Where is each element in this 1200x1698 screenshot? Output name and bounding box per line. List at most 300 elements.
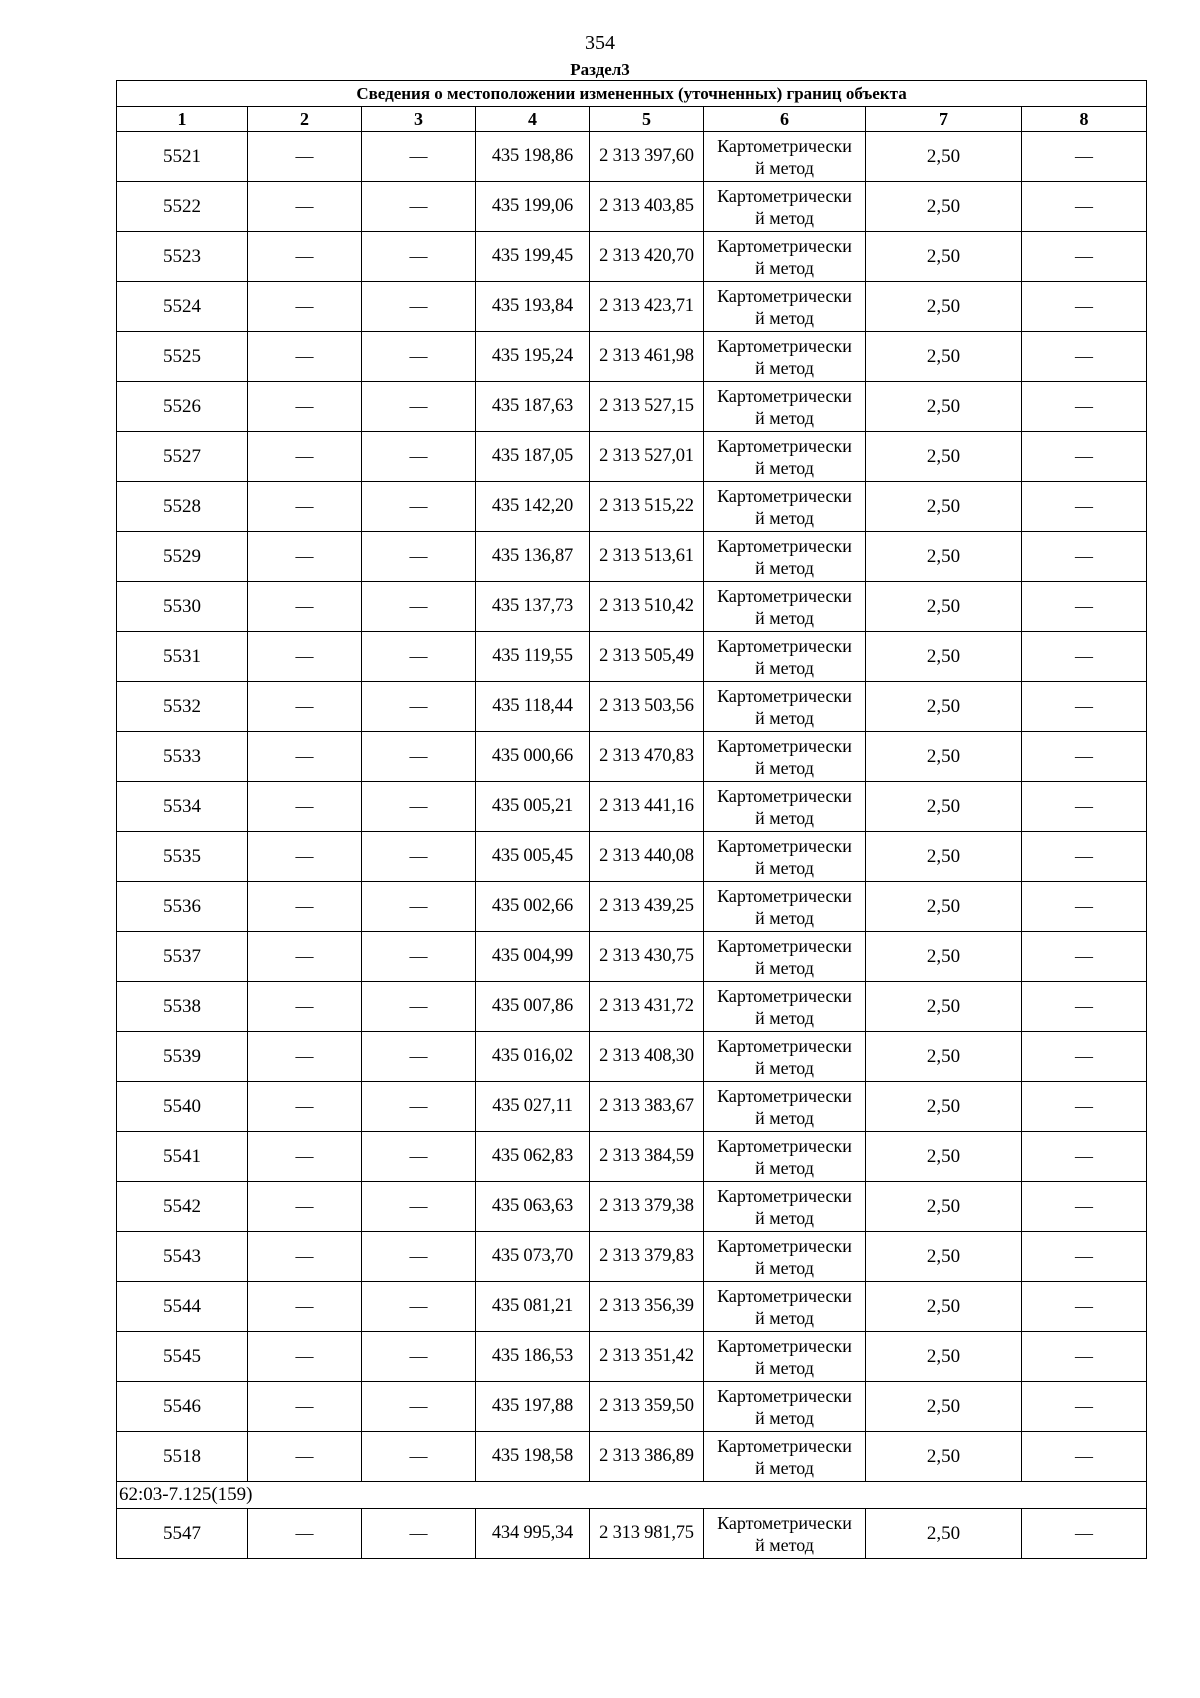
method-cell [704, 332, 866, 382]
column-header: 4 [476, 107, 590, 132]
method-text-line-2: й метод [755, 407, 814, 428]
y-coordinate-cell: 2 313 383,67 [590, 1082, 704, 1132]
column-3-cell: — [362, 232, 476, 282]
method-cell [704, 1382, 866, 1432]
section-title: Раздел3 [570, 60, 630, 79]
method-text-line-2: й метод [755, 1107, 814, 1128]
method-text-line-1: Картометрически [717, 585, 852, 606]
accuracy-cell: 2,50 [866, 832, 1022, 882]
method-text-line-1: Картометрически [717, 435, 852, 456]
method-text-line-2: й метод [755, 257, 814, 278]
method-text-line-2: й метод [755, 1057, 814, 1078]
y-coordinate-cell: 2 313 503,56 [590, 682, 704, 732]
page-number: 354 [585, 32, 615, 54]
column-8-cell: — [1022, 682, 1147, 732]
column-2-cell: — [248, 182, 362, 232]
x-coordinate-cell: 435 005,21 [476, 782, 590, 832]
x-coordinate-cell: 435 136,87 [476, 532, 590, 582]
y-coordinate-cell: 2 313 981,75 [590, 1509, 704, 1559]
column-3-cell: — [362, 332, 476, 382]
x-coordinate-cell: 435 016,02 [476, 1032, 590, 1082]
point-number-cell: 5546 [117, 1382, 248, 1432]
method-text-line-2: й метод [755, 1307, 814, 1328]
accuracy-cell: 2,50 [866, 432, 1022, 482]
method-cell [704, 782, 866, 832]
column-8-cell: — [1022, 1232, 1147, 1282]
table-row [117, 1432, 1147, 1482]
column-2-cell: — [248, 282, 362, 332]
point-number-cell: 5534 [117, 782, 248, 832]
table-row [117, 332, 1147, 382]
method-cell [704, 1432, 866, 1482]
method-text-line-2: й метод [755, 857, 814, 878]
accuracy-cell: 2,50 [866, 282, 1022, 332]
accuracy-cell: 2,50 [866, 732, 1022, 782]
accuracy-cell: 2,50 [866, 232, 1022, 282]
column-8-cell: — [1022, 782, 1147, 832]
method-cell [704, 382, 866, 432]
point-number-cell: 5527 [117, 432, 248, 482]
method-cell [704, 1232, 866, 1282]
column-2-cell: — [248, 1432, 362, 1482]
method-text-line-2: й метод [755, 1357, 814, 1378]
accuracy-cell: 2,50 [866, 682, 1022, 732]
method-text-line-2: й метод [755, 207, 814, 228]
method-text-line-1: Картометрически [717, 235, 852, 256]
table-row [117, 932, 1147, 982]
method-cell [704, 282, 866, 332]
point-number-cell: 5532 [117, 682, 248, 732]
accuracy-cell: 2,50 [866, 482, 1022, 532]
point-number-cell: 5544 [117, 1282, 248, 1332]
column-header: 7 [866, 107, 1022, 132]
column-8-cell: — [1022, 532, 1147, 582]
table-row [117, 232, 1147, 282]
method-text-line-1: Картометрически [717, 735, 852, 756]
method-text-line-2: й метод [755, 1157, 814, 1178]
method-text-line-2: й метод [755, 1207, 814, 1228]
x-coordinate-cell: 435 199,45 [476, 232, 590, 282]
method-text-line-2: й метод [755, 1457, 814, 1478]
method-text-line-2: й метод [755, 557, 814, 578]
method-text-line-2: й метод [755, 807, 814, 828]
column-3-cell: — [362, 1509, 476, 1559]
method-text-line-1: Картометрически [717, 1185, 852, 1206]
column-8-cell: — [1022, 1332, 1147, 1382]
table-row [117, 1282, 1147, 1332]
method-text-line-2: й метод [755, 1534, 814, 1555]
accuracy-cell: 2,50 [866, 532, 1022, 582]
column-2-cell: — [248, 582, 362, 632]
column-8-cell: — [1022, 1182, 1147, 1232]
accuracy-cell: 2,50 [866, 1182, 1022, 1232]
table-caption: Сведения о местоположении измененных (уточненных) границ объекта [117, 81, 1147, 107]
point-number-cell: 5536 [117, 882, 248, 932]
method-text-line-1: Картометрически [717, 285, 852, 306]
column-8-cell: — [1022, 732, 1147, 782]
method-text-line-2: й метод [755, 707, 814, 728]
accuracy-cell: 2,50 [866, 632, 1022, 682]
x-coordinate-cell: 434 995,34 [476, 1509, 590, 1559]
column-8-cell: — [1022, 832, 1147, 882]
method-cell [704, 632, 866, 682]
column-3-cell: — [362, 1332, 476, 1382]
method-cell [704, 982, 866, 1032]
method-text-line-1: Картометрически [717, 335, 852, 356]
x-coordinate-cell: 435 198,86 [476, 132, 590, 182]
table-row [117, 582, 1147, 632]
column-2-cell: — [248, 632, 362, 682]
column-2-cell: — [248, 432, 362, 482]
column-8-cell: — [1022, 982, 1147, 1032]
column-8-cell: — [1022, 632, 1147, 682]
column-3-cell: — [362, 482, 476, 532]
column-2-cell: — [248, 1182, 362, 1232]
method-text-line-1: Картометрически [717, 985, 852, 1006]
method-text-line-1: Картометрически [717, 535, 852, 556]
method-text-line-2: й метод [755, 957, 814, 978]
point-number-cell: 5523 [117, 232, 248, 282]
method-text-line-1: Картометрически [717, 835, 852, 856]
parcel-label: 62:03-7.125(159) [117, 1482, 1147, 1509]
point-number-cell: 5528 [117, 482, 248, 532]
method-text-line-1: Картометрически [717, 935, 852, 956]
accuracy-cell: 2,50 [866, 1232, 1022, 1282]
method-text-line-1: Картометрически [717, 685, 852, 706]
y-coordinate-cell: 2 313 356,39 [590, 1282, 704, 1332]
column-3-cell: — [362, 1032, 476, 1082]
x-coordinate-cell: 435 062,83 [476, 1132, 590, 1182]
method-text-line-2: й метод [755, 307, 814, 328]
method-text-line-1: Картометрически [717, 1085, 852, 1106]
accuracy-cell: 2,50 [866, 182, 1022, 232]
x-coordinate-cell: 435 137,73 [476, 582, 590, 632]
column-3-cell: — [362, 782, 476, 832]
point-number-cell: 5533 [117, 732, 248, 782]
table-row [117, 1232, 1147, 1282]
point-number-cell: 5521 [117, 132, 248, 182]
y-coordinate-cell: 2 313 359,50 [590, 1382, 704, 1432]
x-coordinate-cell: 435 002,66 [476, 882, 590, 932]
method-text-line-1: Картометрически [717, 1512, 852, 1533]
column-2-cell: — [248, 882, 362, 932]
column-8-cell: — [1022, 282, 1147, 332]
method-text-line-2: й метод [755, 457, 814, 478]
column-2-cell: — [248, 1032, 362, 1082]
method-text-line-2: й метод [755, 1257, 814, 1278]
column-8-cell: — [1022, 232, 1147, 282]
table-row [117, 732, 1147, 782]
column-8-cell: — [1022, 1282, 1147, 1332]
y-coordinate-cell: 2 313 440,08 [590, 832, 704, 882]
column-3-cell: — [362, 1432, 476, 1482]
table-row [117, 982, 1147, 1032]
method-text-line-1: Картометрически [717, 1385, 852, 1406]
point-number-cell: 5524 [117, 282, 248, 332]
accuracy-cell: 2,50 [866, 582, 1022, 632]
column-2-cell: — [248, 932, 362, 982]
table-row [117, 682, 1147, 732]
column-2-cell: — [248, 1232, 362, 1282]
table-row [117, 182, 1147, 232]
y-coordinate-cell: 2 313 527,01 [590, 432, 704, 482]
column-8-cell: — [1022, 1382, 1147, 1432]
column-3-cell: — [362, 1232, 476, 1282]
point-number-cell: 5542 [117, 1182, 248, 1232]
method-text-line-2: й метод [755, 157, 814, 178]
method-text-line-1: Картометрически [717, 135, 852, 156]
y-coordinate-cell: 2 313 403,85 [590, 182, 704, 232]
accuracy-cell: 2,50 [866, 1432, 1022, 1482]
column-2-cell: — [248, 482, 362, 532]
accuracy-cell: 2,50 [866, 1332, 1022, 1382]
y-coordinate-cell: 2 313 386,89 [590, 1432, 704, 1482]
accuracy-cell: 2,50 [866, 382, 1022, 432]
accuracy-cell: 2,50 [866, 782, 1022, 832]
point-number-cell: 5531 [117, 632, 248, 682]
table-row [117, 1082, 1147, 1132]
y-coordinate-cell: 2 313 505,49 [590, 632, 704, 682]
method-text-line-2: й метод [755, 1407, 814, 1428]
method-cell [704, 1509, 866, 1559]
column-8-cell: — [1022, 1082, 1147, 1132]
method-cell [704, 132, 866, 182]
x-coordinate-cell: 435 199,06 [476, 182, 590, 232]
point-number-cell: 5541 [117, 1132, 248, 1182]
point-number-cell: 5522 [117, 182, 248, 232]
y-coordinate-cell: 2 313 527,15 [590, 382, 704, 432]
method-text-line-2: й метод [755, 507, 814, 528]
table-row [117, 482, 1147, 532]
method-cell [704, 1282, 866, 1332]
method-text-line-1: Картометрически [717, 1335, 852, 1356]
method-cell [704, 682, 866, 732]
point-number-cell: 5538 [117, 982, 248, 1032]
method-text-line-1: Картометрически [717, 1135, 852, 1156]
method-cell [704, 182, 866, 232]
column-8-cell: — [1022, 382, 1147, 432]
y-coordinate-cell: 2 313 515,22 [590, 482, 704, 532]
y-coordinate-cell: 2 313 423,71 [590, 282, 704, 332]
column-2-cell: — [248, 1082, 362, 1132]
accuracy-cell: 2,50 [866, 982, 1022, 1032]
table-row [117, 132, 1147, 182]
y-coordinate-cell: 2 313 351,42 [590, 1332, 704, 1382]
column-3-cell: — [362, 832, 476, 882]
y-coordinate-cell: 2 313 420,70 [590, 232, 704, 282]
column-2-cell: — [248, 1282, 362, 1332]
point-number-cell: 5525 [117, 332, 248, 382]
column-2-cell: — [248, 532, 362, 582]
column-3-cell: — [362, 1382, 476, 1432]
method-cell [704, 432, 866, 482]
method-cell [704, 1332, 866, 1382]
method-text-line-2: й метод [755, 1007, 814, 1028]
y-coordinate-cell: 2 313 513,61 [590, 532, 704, 582]
y-coordinate-cell: 2 313 461,98 [590, 332, 704, 382]
accuracy-cell: 2,50 [866, 1082, 1022, 1132]
x-coordinate-cell: 435 193,84 [476, 282, 590, 332]
point-number-cell: 5529 [117, 532, 248, 582]
point-number-cell: 5543 [117, 1232, 248, 1282]
column-3-cell: — [362, 882, 476, 932]
method-text-line-1: Картометрически [717, 1435, 852, 1456]
method-cell [704, 232, 866, 282]
x-coordinate-cell: 435 198,58 [476, 1432, 590, 1482]
accuracy-cell: 2,50 [866, 1382, 1022, 1432]
method-text-line-1: Картометрически [717, 1285, 852, 1306]
column-3-cell: — [362, 282, 476, 332]
method-cell [704, 1032, 866, 1082]
column-3-cell: — [362, 1082, 476, 1132]
column-header: 5 [590, 107, 704, 132]
table-row [117, 632, 1147, 682]
column-8-cell: — [1022, 182, 1147, 232]
column-8-cell: — [1022, 1509, 1147, 1559]
method-text-line-1: Картометрически [717, 785, 852, 806]
column-3-cell: — [362, 132, 476, 182]
method-cell [704, 582, 866, 632]
y-coordinate-cell: 2 313 441,16 [590, 782, 704, 832]
table-header-row [117, 107, 1147, 132]
column-2-cell: — [248, 682, 362, 732]
column-2-cell: — [248, 132, 362, 182]
y-coordinate-cell: 2 313 510,42 [590, 582, 704, 632]
column-3-cell: — [362, 1182, 476, 1232]
table-row [117, 1332, 1147, 1382]
column-2-cell: — [248, 332, 362, 382]
point-number-cell: 5539 [117, 1032, 248, 1082]
column-3-cell: — [362, 932, 476, 982]
accuracy-cell: 2,50 [866, 1282, 1022, 1332]
y-coordinate-cell: 2 313 439,25 [590, 882, 704, 932]
table-row [117, 1032, 1147, 1082]
column-2-cell: — [248, 382, 362, 432]
column-2-cell: — [248, 1509, 362, 1559]
x-coordinate-cell: 435 004,99 [476, 932, 590, 982]
column-header: 3 [362, 107, 476, 132]
x-coordinate-cell: 435 007,86 [476, 982, 590, 1032]
x-coordinate-cell: 435 186,53 [476, 1332, 590, 1382]
table-row [117, 432, 1147, 482]
point-number-cell: 5530 [117, 582, 248, 632]
method-text-line-2: й метод [755, 757, 814, 778]
table-row [117, 532, 1147, 582]
column-8-cell: — [1022, 1032, 1147, 1082]
column-2-cell: — [248, 232, 362, 282]
method-cell [704, 1132, 866, 1182]
column-3-cell: — [362, 382, 476, 432]
column-2-cell: — [248, 732, 362, 782]
accuracy-cell: 2,50 [866, 332, 1022, 382]
column-header: 6 [704, 107, 866, 132]
column-8-cell: — [1022, 882, 1147, 932]
x-coordinate-cell: 435 187,05 [476, 432, 590, 482]
column-2-cell: — [248, 982, 362, 1032]
point-number-cell: 5545 [117, 1332, 248, 1382]
method-text-line-1: Картометрически [717, 635, 852, 656]
point-number-cell: 5540 [117, 1082, 248, 1132]
column-2-cell: — [248, 1332, 362, 1382]
column-2-cell: — [248, 832, 362, 882]
accuracy-cell: 2,50 [866, 1032, 1022, 1082]
table-row [117, 1182, 1147, 1232]
column-3-cell: — [362, 182, 476, 232]
method-text-line-1: Картометрически [717, 385, 852, 406]
column-8-cell: — [1022, 332, 1147, 382]
method-cell [704, 532, 866, 582]
method-text-line-2: й метод [755, 657, 814, 678]
accuracy-cell: 2,50 [866, 1132, 1022, 1182]
point-number-cell: 5518 [117, 1432, 248, 1482]
accuracy-cell: 2,50 [866, 932, 1022, 982]
table-row [117, 382, 1147, 432]
x-coordinate-cell: 435 119,55 [476, 632, 590, 682]
column-3-cell: — [362, 682, 476, 732]
column-3-cell: — [362, 632, 476, 682]
x-coordinate-cell: 435 063,63 [476, 1182, 590, 1232]
table-row [117, 282, 1147, 332]
column-8-cell: — [1022, 1132, 1147, 1182]
x-coordinate-cell: 435 000,66 [476, 732, 590, 782]
method-cell [704, 732, 866, 782]
method-cell [704, 832, 866, 882]
column-3-cell: — [362, 432, 476, 482]
column-3-cell: — [362, 982, 476, 1032]
column-8-cell: — [1022, 432, 1147, 482]
column-3-cell: — [362, 582, 476, 632]
table-row [117, 832, 1147, 882]
x-coordinate-cell: 435 187,63 [476, 382, 590, 432]
column-header: 8 [1022, 107, 1147, 132]
column-3-cell: — [362, 532, 476, 582]
method-text-line-1: Картометрически [717, 185, 852, 206]
y-coordinate-cell: 2 313 384,59 [590, 1132, 704, 1182]
y-coordinate-cell: 2 313 379,38 [590, 1182, 704, 1232]
column-header: 2 [248, 107, 362, 132]
column-8-cell: — [1022, 132, 1147, 182]
method-cell [704, 1182, 866, 1232]
y-coordinate-cell: 2 313 430,75 [590, 932, 704, 982]
point-number-cell: 5547 [117, 1509, 248, 1559]
method-text-line-1: Картометрически [717, 1235, 852, 1256]
x-coordinate-cell: 435 081,21 [476, 1282, 590, 1332]
accuracy-cell: 2,50 [866, 132, 1022, 182]
x-coordinate-cell: 435 027,11 [476, 1082, 590, 1132]
table-row [117, 882, 1147, 932]
column-2-cell: — [248, 1382, 362, 1432]
y-coordinate-cell: 2 313 408,30 [590, 1032, 704, 1082]
column-8-cell: — [1022, 482, 1147, 532]
column-3-cell: — [362, 1282, 476, 1332]
column-2-cell: — [248, 782, 362, 832]
y-coordinate-cell: 2 313 397,60 [590, 132, 704, 182]
method-text-line-1: Картометрически [717, 885, 852, 906]
method-cell [704, 932, 866, 982]
column-3-cell: — [362, 1132, 476, 1182]
parcel-label-row [117, 1482, 1147, 1509]
point-number-cell: 5526 [117, 382, 248, 432]
point-number-cell: 5537 [117, 932, 248, 982]
point-number-cell: 5535 [117, 832, 248, 882]
table-row [117, 1382, 1147, 1432]
method-cell [704, 1082, 866, 1132]
column-8-cell: — [1022, 932, 1147, 982]
column-3-cell: — [362, 732, 476, 782]
y-coordinate-cell: 2 313 431,72 [590, 982, 704, 1032]
accuracy-cell: 2,50 [866, 882, 1022, 932]
column-8-cell: — [1022, 1432, 1147, 1482]
